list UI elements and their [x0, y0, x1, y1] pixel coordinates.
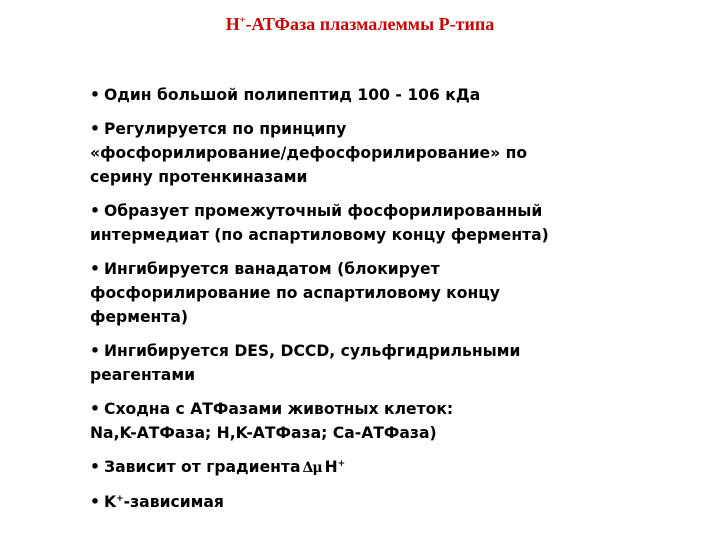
bullet-mark: •: [90, 342, 100, 360]
bullet-item: [90, 455, 690, 480]
bullet-line: фермента): [90, 308, 188, 326]
bullet-mark: •: [90, 493, 100, 511]
title-ion: H: [225, 14, 240, 34]
bullet-mark: •: [90, 458, 100, 476]
bullet-line: Один большой полипептид 100 - 106 кДа: [104, 86, 481, 104]
bullet-line: Ингибируется ванадатом (блокирует: [104, 260, 440, 278]
bullet-line: Ингибируется DES, DCCD, сульфгидрильными: [104, 342, 521, 360]
bullet-mark: •: [90, 202, 100, 220]
potassium-ion: K: [104, 493, 117, 511]
bullet-item: [90, 199, 690, 247]
bullet-item: [90, 490, 690, 514]
bullet-item: [90, 257, 690, 329]
bullet-line: Образует промежуточный фосфорилированный: [104, 202, 543, 220]
delta-mu-symbol: Δμ: [302, 460, 322, 476]
bullet-item: [90, 117, 690, 189]
title-text: -АТФаза плазмалеммы Р-типа: [245, 14, 495, 34]
bullet-line: Na,K-АТФаза; H,K-АТФаза; Ca-АТФаза): [90, 424, 437, 442]
bullet-line: серину протенкиназами: [90, 168, 308, 186]
potassium-ion-charge: +: [116, 493, 124, 504]
gradient-ion-charge: +: [337, 458, 346, 469]
bullet-mark: •: [90, 400, 100, 418]
bullet-line: Сходна с АТФазами животных клеток:: [104, 400, 454, 418]
bullet-item: [90, 83, 690, 107]
bullet-line: Регулируется по принципу: [104, 120, 347, 138]
bullet-line: реагентами: [90, 366, 195, 384]
bullet-item: [90, 339, 690, 387]
bullet-mark: •: [90, 86, 100, 104]
bullet-line: фосфорилирование по аспартиловому концу: [90, 284, 500, 302]
bullet-line: интермедиат (по аспартиловому концу фермента): [90, 226, 549, 244]
title-ion-charge: +: [239, 15, 246, 26]
bullet-line: Зависит от градиента: [104, 458, 301, 476]
bullet-list: [90, 83, 690, 524]
bullet-line: -зависимая: [123, 493, 224, 511]
bullet-item: [90, 397, 690, 445]
bullet-mark: •: [90, 260, 100, 278]
bullet-line: «фосфорилирование/дефосфорилирование» по: [90, 144, 528, 162]
gradient-ion: H: [324, 458, 338, 476]
slide-title: [0, 14, 720, 35]
bullet-mark: •: [90, 120, 100, 138]
